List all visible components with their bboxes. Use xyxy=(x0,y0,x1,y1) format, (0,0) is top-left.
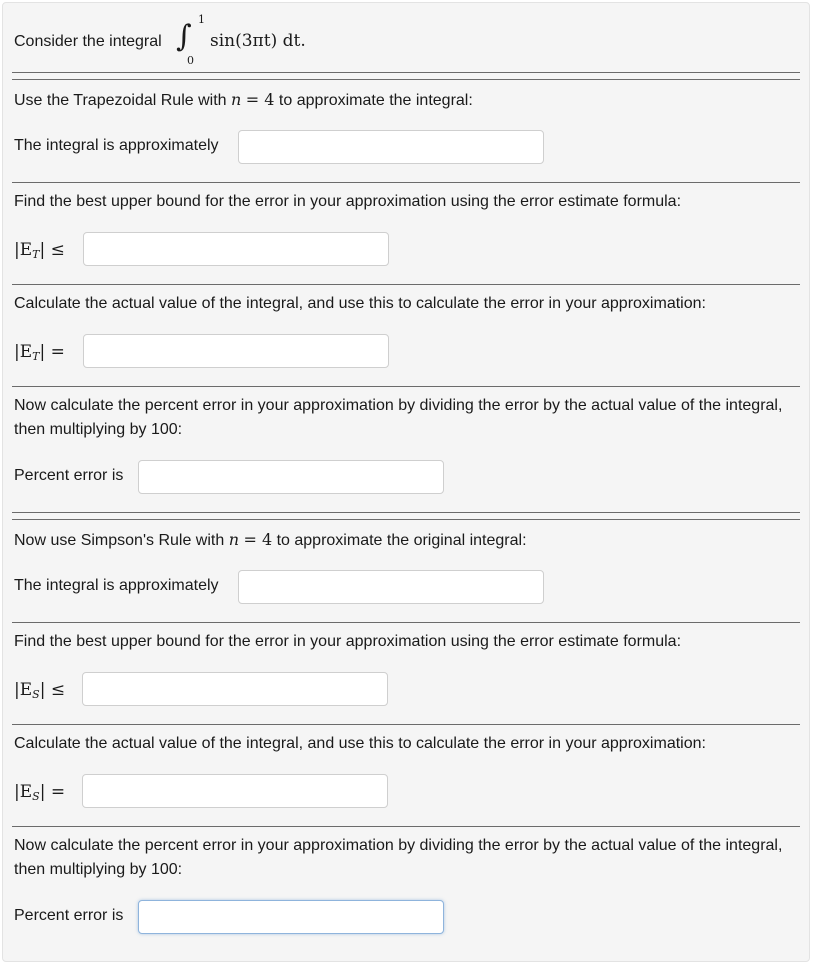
divider xyxy=(12,284,800,285)
simpson-bound-instruction: Find the best upper bound for the error in your approximation using the error estimate formula: xyxy=(14,633,682,650)
trap-instruction-pre: Use the Trapezoidal Rule with xyxy=(14,92,227,109)
trap-percent-input[interactable] xyxy=(138,460,444,494)
simpson-percent-input[interactable] xyxy=(138,900,444,934)
simpson-actual-expression xyxy=(14,782,65,807)
simpson-actual-sub: S xyxy=(32,790,40,803)
trap-bound-instruction: Find the best upper bound for the error in your approximation using the error estimate formula: xyxy=(14,193,682,210)
trap-bound-symbol: |E xyxy=(14,240,33,260)
divider xyxy=(12,826,800,827)
trap-percent-label: Percent error is xyxy=(14,467,124,484)
divider xyxy=(12,724,800,725)
trap-bound-expression xyxy=(14,240,65,265)
divider xyxy=(12,79,800,80)
trap-bound-input[interactable] xyxy=(83,232,389,266)
trap-instruction xyxy=(14,90,473,111)
divider xyxy=(12,72,800,73)
divider xyxy=(12,622,800,623)
trap-actual-input[interactable] xyxy=(83,334,389,368)
trap-bound-rel: | ≤ xyxy=(39,240,65,260)
trap-approx-input[interactable] xyxy=(238,130,544,164)
simpson-bound-input[interactable] xyxy=(82,672,388,706)
integrand: sin(3πt) dt. xyxy=(210,31,306,51)
simpson-bound-sub: S xyxy=(32,688,40,701)
divider xyxy=(12,182,800,183)
simpson-bound-symbol: |E xyxy=(14,680,33,700)
trap-approx-label: The integral is approximately xyxy=(14,137,219,154)
divider xyxy=(12,386,800,387)
trap-instruction-post: to approximate the integral: xyxy=(278,92,473,109)
simpson-actual-input[interactable] xyxy=(82,774,388,808)
simpson-instruction-post: to approximate the original integral: xyxy=(276,532,527,549)
simpson-approx-input[interactable] xyxy=(238,570,544,604)
simpson-instruction-pre: Now use Simpson's Rule with xyxy=(14,532,225,549)
simpson-instruction xyxy=(14,530,527,551)
trap-actual-sub: T xyxy=(32,350,40,363)
integral-upper-limit: 1 xyxy=(198,13,205,26)
divider xyxy=(12,519,800,520)
simpson-percent-instruction: Now calculate the percent error in your approximation by dividing the error by the actual value of the integral, then multiplying by 100: xyxy=(14,837,783,878)
integral-sign: ∫ xyxy=(176,19,192,54)
simpson-actual-rel: | = xyxy=(39,782,66,802)
trap-actual-rel: | = xyxy=(39,342,65,362)
intro-text: Consider the integral xyxy=(14,33,162,50)
simpson-bound-rel: | ≤ xyxy=(39,680,66,700)
simpson-n-var: n xyxy=(228,530,240,549)
trap-percent-instruction: Now calculate the percent error in your approximation by dividing the error by the actual value of the integral, then multiplying by 100: xyxy=(14,397,783,438)
trap-actual-instruction: Calculate the actual value of the integral, and use this to calculate the error in your approximation: xyxy=(14,295,706,312)
trap-n-var: n xyxy=(231,90,242,109)
simpson-approx-label: The integral is approximately xyxy=(14,577,219,594)
simpson-actual-instruction: Calculate the actual value of the integral, and use this to calculate the error in your approximation: xyxy=(14,735,706,752)
trap-actual-expression xyxy=(14,342,65,367)
trap-n-eq: = 4 xyxy=(245,90,275,109)
simpson-n-eq: = 4 xyxy=(243,530,273,549)
simpson-actual-symbol: |E xyxy=(14,782,33,802)
trap-bound-sub: T xyxy=(32,248,40,261)
divider xyxy=(12,512,800,513)
simpson-bound-expression xyxy=(14,680,65,705)
trap-actual-symbol: |E xyxy=(14,342,33,362)
simpson-percent-label: Percent error is xyxy=(14,907,124,924)
integral-lower-limit: 0 xyxy=(187,54,194,67)
